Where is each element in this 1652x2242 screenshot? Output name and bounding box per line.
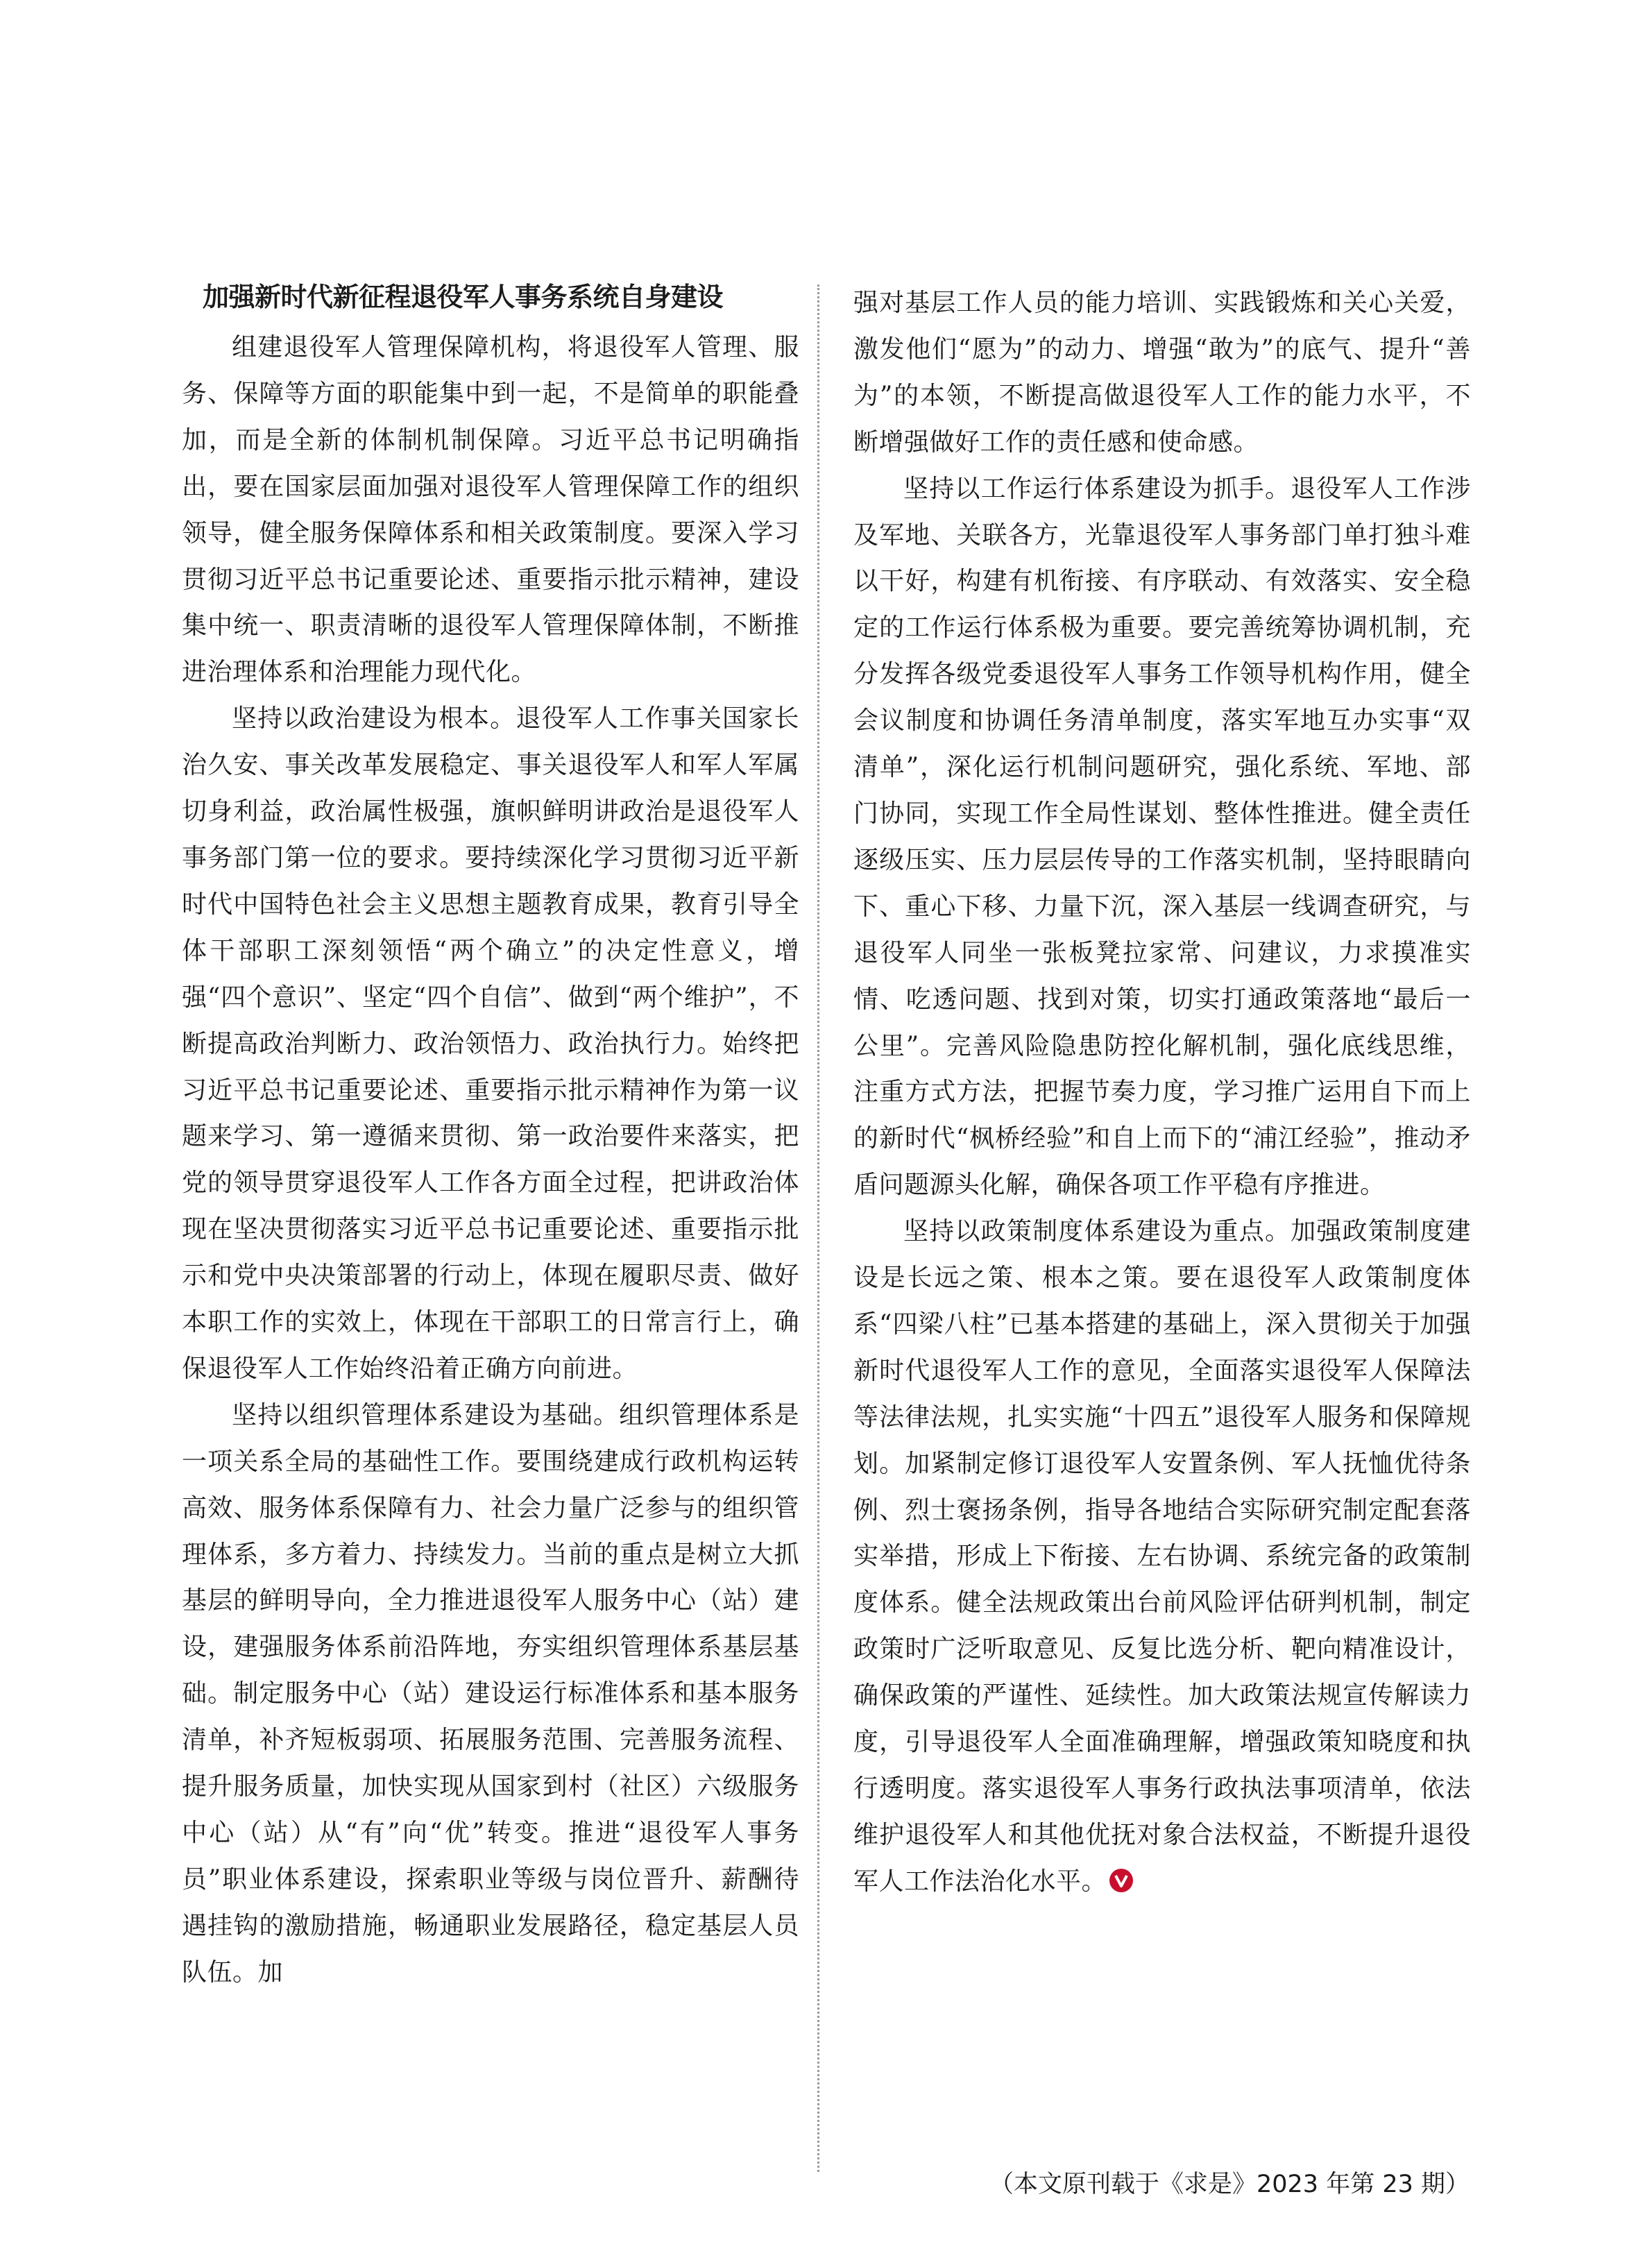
paragraph-organization-system: 坚持以组织管理体系建设为基础。组织管理体系是一项关系全局的基础性工作。要围绕建成行政机构运转高效、服务体系保障有力、社会力量广泛参与的组织管理体系，多方着力、持续发力。当前的重点是树立大抓基层的鲜明导向，全力推进退役军人服务中心（站）建设，建强服务体系前沿阵地，夯实组织管理体系基层基础。制定服务中心（站）建设运行标准体系和基本服务清单，补齐短板弱项、拓展服务范围、完善服务流程、提升服务质量，加快实现从国家到村（社区）六级服务中心（站）从“有”向“优”转变。推进“退役军人事务员”职业体系建设，探索职业等级与岗位晋升、薪酬待遇挂钩的激励措施，畅通职业发展路径，稳定基层人员队伍。加 xyxy=(182,1400,799,1987)
paragraph-policy-system xyxy=(853,1209,1471,1905)
right-column xyxy=(853,280,1471,1905)
paragraph-political-building: 坚持以政治建设为根本。退役军人工作事关国家长治久安、事关改革发展稳定、事关退役军人和军人军属切身利益，政治属性极强，旗帜鲜明讲政治是退役军人事务部门第一位的要求。要持续深化学习贯彻习近平新时代中国特色社会主义思想主题教育成果，教育引导全体干部职工深刻领悟“两个确立”的决定性意义，增强“四个意识”、坚定“四个自信”、做到“两个维护”，不断提高政治判断力、政治领悟力、政治执行力。始终把习近平总书记重要论述、重要指示批示精神作为第一议题来学习、第一遵循来贯彻、第一政治要件来落实，把党的领导贯穿退役军人工作各方面全过程，把讲政治体现在坚决贯彻落实习近平总书记重要论述、重要指示批示和党中央决策部署的行动上，体现在履职尽责、做好本职工作的实效上，体现在干部职工的日常言行上，确保退役军人工作始终沿着正确方向前进。 xyxy=(182,704,799,1383)
paragraph-operation-system: 坚持以工作运行体系建设为抓手。退役军人工作涉及军地、关联各方，光靠退役军人事务部门单打独斗难以干好，构建有机衔接、有序联动、有效落实、安全稳定的工作运行体系极为重要。要完善统筹协调机制，充分发挥各级党委退役军人事务工作领导机构作用，健全会议制度和协调任务清单制度，落实军地互办实事“双清单”，深化运行机制问题研究，强化系统、军地、部门协同，实现工作全局性谋划、整体性推进。健全责任逐级压实、压力层层传导的工作落实机制，坚持眼睛向下、重心下移、力量下沉，深入基层一线调查研究，与退役军人同坐一张板凳拉家常、问建议，力求摸准实情、吃透问题、找到对策，切实打通政策落地“最后一公里”。完善风险隐患防控化解机制，强化底线思维，注重方式方法，把握节奏力度，学习推广运用自下而上的新时代“枫桥经验”和自上而下的“浦江经验”，推动矛盾问题源头化解，确保各项工作平稳有序推进。 xyxy=(853,474,1471,1200)
paragraph-continued: 强对基层工作人员的能力培训、实践锻炼和关心关爱，激发他们“愿为”的动力、增强“敢为”的底气、提升“善为”的本领，不断提高做退役军人工作的能力水平，不断增强做好工作的责任感和使命感。 xyxy=(853,289,1471,457)
paragraph-intro: 组建退役军人管理保障机构，将退役军人管理、服务、保障等方面的职能集中到一起，不是简单的职能叠加，而是全新的体制机制保障。习近平总书记明确指出，要在国家层面加强对退役军人管理保障工作的组织领导，健全服务保障体系和相关政策制度。要深入学习贯彻习近平总书记重要论述、重要指示批示精神，建设集中统一、职责清晰的退役军人管理保障体制，不断推进治理体系和治理能力现代化。 xyxy=(182,333,799,687)
column-divider xyxy=(817,285,819,2172)
left-column xyxy=(182,281,799,1996)
section-heading: 加强新时代新征程退役军人事务系统自身建设 xyxy=(203,282,724,312)
qiushi-logo-icon xyxy=(1109,1869,1133,1892)
source-note: （本文原刊载于《求是》2023 年第 23 期） xyxy=(989,2171,1470,2198)
paragraph-policy-text: 坚持以政策制度体系建设为重点。加强政策制度建设是长远之策、根本之策。要在退役军人政策制度体系“四梁八柱”已基本搭建的基础上，深入贯彻关于加强新时代退役军人工作的意见，全面落实退役军人保障法等法律法规，扎实实施“十四五”退役军人服务和保障规划。加紧制定修订退役军人安置条例、军人抚恤优待条例、烈士褒扬条例，指导各地结合实际研究制定配套落实举措，形成上下衔接、左右协调、系统完备的政策制度体系。健全法规政策出台前风险评估研判机制，制定政策时广泛听取意见、反复比选分析、靶向精准设计，确保政策的严谨性、延续性。加大政策法规宣传解读力度，引导退役军人全面准确理解，增强政策知晓度和执行透明度。落实退役军人事务行政执法事项清单，依法维护退役军人和其他优抚对象合法权益，不断提升退役军人工作法治化水平。 xyxy=(853,1217,1471,1896)
